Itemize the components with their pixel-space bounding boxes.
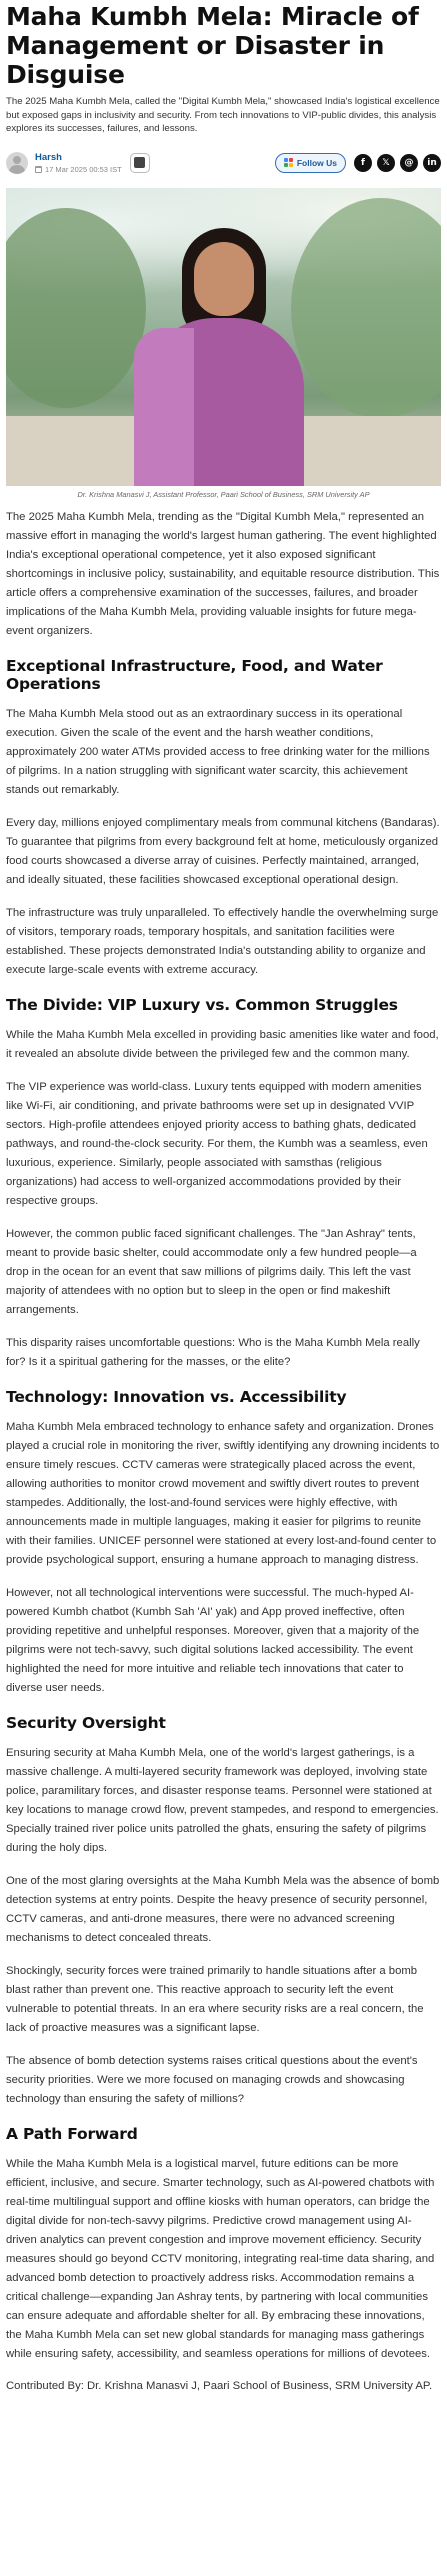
section-technology [6,1388,441,1698]
portrait-figure [134,228,314,486]
contributor-name: Dr. Krishna Manasvi J, Paari School of Business, SRM University AP. [87,2379,433,2392]
byline [6,146,441,180]
calendar-icon [35,166,42,173]
paragraph: This disparity raises uncomfortable questions: Who is the Maha Kumbh Mela really for? Is it a spiritual gathering for the masses, or the elite? [6,1336,420,1368]
linkedin-icon[interactable]: in [423,154,441,172]
section-path-forward [6,2125,441,2364]
threads-icon[interactable]: @ [400,154,418,172]
paragraph: However, the common public faced significant challenges. The "Jan Ashray" tents, meant to provide basic shelter, could accommodate only a few hundred people—a drop in the ocean for an event that saw millions of pilgrims daily. This left the vast majority of attendees with no option but to sleep in the open or find makeshift arrangements. [6,1227,417,1316]
paragraph: While the Maha Kumbh Mela excelled in providing basic amenities like water and food, it revealed an absolute divide between the privileged few and the common many. [6,1028,439,1060]
author-name-link[interactable]: Harsh [35,151,62,163]
contributor-credit [6,2378,441,2395]
paragraph: Ensuring security at Maha Kumbh Mela, one of the world's largest gatherings, is a massive challenge. A multi-layered security framework was deployed, involving state police, paramilitary forces, and disaster response teams. Personnel were stationed at key locations to manage crowd flow, prevent stampedes, and respond to emergencies. Specially trained river police units patrolled the ghats, ensuring the safety of pilgrims during the holy dips. [6,1746,439,1854]
section-heading: Technology: Innovation vs. Accessibility [6,1387,347,1406]
follow-us-button[interactable] [275,153,346,173]
image-caption: Dr. Krishna Manasvi J, Assistant Professor, Paari School of Business, SRM University AP [77,489,370,499]
section-heading: Security Oversight [6,1713,166,1732]
paragraph: While the Maha Kumbh Mela is a logistical marvel, future editions can be more efficient, inclusive, and secure. Smarter technology, such as AI-powered chatbots with real-time multilingual support and offline kiosks with human operators, can bridge the digital divide for non-tech-savvy pilgrims. Predictive crowd management using AI-driven analytics can prevent congestion and improve movement efficiency. Security measures should go beyond CCTV monitoring, integrating real-time data sharing, and advanced bomb detection to proactively address risks. Accommodation remains a critical challenge—expanding Jan Ashray tents, by partnering with local communities can ensure adequate and affordable shelter for all. By embracing these innovations, the Maha Kumbh Mela can set new global standards for managing mass gatherings while ensuring safety, accessibility, and seamless operations for millions of devotees. [6,2157,435,2360]
section-security [6,1714,441,2109]
paragraph: Maha Kumbh Mela embraced technology to enhance safety and organization. Drones played a crucial role in monitoring the river, swiftly identifying any drowning incidents to ensure timely rescues. CCTV cameras were strategically placed across the event, allowing authorities to monitor crowd movement and swiftly divert routes to prevent stampedes. Additionally, the lost-and-found services were highly effective, with announcements made in multiple languages, making it easier for pilgrims to reunite with their families. UNICEF personnel were stationed at every lost-and-found center to provide psychological support, ensuring a humane approach to managing distress. [6,1420,440,1566]
section-heading: The Divide: VIP Luxury vs. Common Struggles [6,995,398,1014]
publish-date [35,165,122,174]
author-avatar[interactable] [6,152,28,174]
intro-paragraph: The 2025 Maha Kumbh Mela, trending as the "Digital Kumbh Mela," represented an massive effort in managing the world's largest human gathering. The event highlighted India's exceptional operational competence, yet it also exposed significant shortcomings in inclusive policy, sustainability, and equitable resource distribution. This article offers a comprehensive examination of the successes, failures, and broader implications of the Maha Kumbh Mela, providing valuable insights for future mega-event organizers. [6,510,440,637]
paragraph: One of the most glaring oversights at the Maha Kumbh Mela was the absence of bomb detection systems at entry points. Despite the heavy presence of security personnel, CCTV cameras, and anti-drone measures, there were no advanced screening mechanisms to detect concealed threats. [6,1874,440,1944]
paragraph: The Maha Kumbh Mela stood out as an extraordinary success in its operational execution. Given the scale of the event and the harsh weather conditions, approximately 200 water ATMs provided access to free drinking water for the millions of pilgrims. In a nation struggling with significant water scarcity, this achievement stands out remarkably. [6,707,430,796]
paragraph: The infrastructure was truly unparalleled. To effectively handle the overwhelming surge of visitors, temporary roads, temporary hospitals, and sanitation facilities were established. These projects demonstrated India's outstanding ability to organize and execute large-scale events with extreme accuracy. [6,906,439,976]
paragraph: Every day, millions enjoyed complimentary meals from communal kitchens (Bandaras). To guarantee that pilgrims from every background felt at home, meticulously organized food courts showcased a diverse array of cuisines. Perfectly maintained, arranged, and ideally situated, these facilities showcased exceptional operational design. [6,816,440,886]
featured-image [6,188,441,486]
paragraph: Shockingly, security forces were trained primarily to handle situations after a bomb blast rather than prevent one. This reactive approach to security left the event vulnerable to potential threats. In an era where security risks are a real concern, the lack of proactive measures was a significant lapse. [6,1964,424,2034]
follow-us-label: Follow Us [296,157,337,168]
author-info [35,152,122,174]
contributor-label: Contributed By: [6,2379,84,2392]
listen-article-button[interactable] [130,153,150,173]
google-news-icon [284,158,293,167]
x-icon[interactable]: 𝕏 [377,154,395,172]
paragraph: The absence of bomb detection systems raises critical questions about the event's security priorities. Were we more focused on managing crowds and showcasing technology than ensuring the safety of millions? [6,2054,418,2105]
section-infrastructure [6,657,441,980]
social-share-links [354,154,441,172]
article-title: Maha Kumbh Mela: Miracle of Management or Disaster in Disguise [6,2,419,89]
facebook-icon[interactable]: f [354,154,372,172]
section-vip-divide [6,996,441,1372]
article-summary: The 2025 Maha Kumbh Mela, called the "Digital Kumbh Mela," showcased India's logistical excellence but exposed gaps in inclusivity and security. From tech innovations to VIP-public divides, this analysis explores its successes, failures, and lessons. [6,96,440,134]
audio-icon [134,157,145,168]
paragraph: However, not all technological interventions were successful. The much-hyped AI-powered Kumbh chatbot (Kumbh Sah 'AI' yak) and App proved ineffective, often providing repetitive and unhelpful responses. Moreover, given that a majority of the pilgrims were not tech-savvy, such digital solutions lacked accessibility. The event highlighted the need for more intuitive and reliable tech innovations that cater to diverse user needs. [6,1586,420,1694]
section-heading: A Path Forward [6,2124,138,2143]
section-heading: Exceptional Infrastructure, Food, and Water Operations [6,656,383,693]
publish-date-text: 17 Mar 2025 00:53 IST [45,164,122,174]
paragraph: The VIP experience was world-class. Luxury tents equipped with modern amenities like Wi-Fi, air conditioning, and private bathrooms were set up in designated VVIP sectors. High-profile attendees enjoyed priority access to bathing ghats, dedicated pathways, and round-the-clock security. For them, the Kumbh was a seamless, even luxurious, experience. Similarly, people associated with samsthas (religious organizations) had access to well-organized accommodations provided by their respective groups. [6,1080,428,1207]
